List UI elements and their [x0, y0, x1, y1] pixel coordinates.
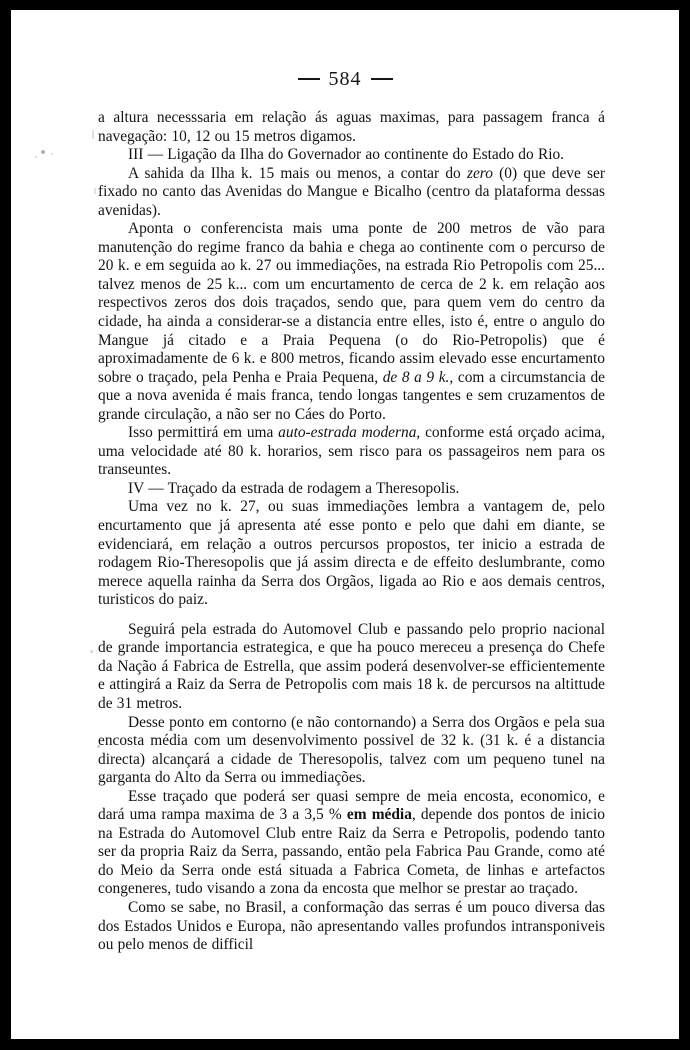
text-run: Desse ponto em contorno (e não contornando) a Serra dos Orgãos e pela sua encosta média com um desenvolvimento possivel de 32 k. (31 k. é a distancia directa) alcançará a cidade de Theresopolis, talvez com um pequeno tunel na garganta do Alto da Serra ou immediações. [98, 713, 605, 787]
folio-rule-right [371, 78, 393, 80]
paragraph [98, 146, 605, 165]
text-run: Esse traçado que poderá ser quasi sempre de meia encosta, economico, e dará uma rampa maxima de 3 a 3,5 % [98, 787, 605, 824]
folio-value: 584 [328, 68, 362, 90]
text-run: Isso permittirá em uma [128, 424, 279, 442]
paragraph [98, 480, 605, 499]
scan-speck [90, 650, 93, 653]
text-run: IV — Traçado da estrada de rodagem a Theresopolis. [128, 479, 460, 497]
text-run: a altura necesssaria em relação ás aguas maximas, para passagem franca á navegação: 10, 12 ou 15 metros digamos. [98, 109, 605, 145]
paragraph [98, 165, 605, 221]
text-run: Seguirá pela estrada do Automovel Club e passando pelo proprio nacional de grande importancia estrategica, e que ha pouco mereceu a presença do Chefe da Nação á Fabrica de Estrella, que assim poderá desenvolver-se efficientemente e attingirá a Raiz da Serra de Petropolis com mais 18 k. de percursos na altittude de 31 metros. [98, 620, 605, 712]
text-run: , com a circumstancia de que a nova avenida é mais franca, tendo longas tangentes e sem cruzamentos de grande circulação, a não ser no Cáes do Porto. [98, 368, 605, 423]
folio-rule-left [298, 78, 320, 80]
paragraph [98, 899, 605, 955]
paragraph [98, 220, 605, 424]
text-run: Aponta o conferencista mais uma ponte de 200 metros de vão para manutenção do regime franco da bahia e chega ao continente com o percurso de 20 k. e em seguida ao k. 27 ou immediações, na estrada Rio Petropolis com 25... talvez menos de 25 k... com um encurtamento de cerca de 2 k. em relação aos respectivos zeros dos dois traçados, sendo que, para quem vem do centro da cidade, ha ainda a considerar-se a distancia entre elles, isto é, entre o angulo do Mangue já citado e a Praia Pequena (o do Rio-Petropolis) que é aproximadamente de 6 k. e 800 metros, ficando assim elevado esse encurtamento sobre o traçado, pela Penha e Praia Pequena, [98, 220, 605, 386]
emphasis-bold: em média [346, 806, 412, 824]
emphasis-italic: de 8 a 9 k. [382, 368, 450, 386]
paragraph [98, 714, 605, 788]
paragraph [98, 109, 605, 146]
text-run: Uma vez no k. 27, ou suas immediações lembra a vantagem de, pelo encurtamento que já apresenta até esse ponto e pelo que dahi em diante, se evidenciará, em relação a outros percursos propostos, ter inicio a estrada de rodagem Rio-Theresopolis que já assim directa e de effeito deslumbrante, como merece aquella rainha da Serra dos Orgãos, ligada ao Rio e aos demais centros, turisticos do paiz. [98, 498, 605, 609]
page-number [11, 68, 679, 91]
paragraph [98, 621, 605, 714]
paragraph [98, 788, 605, 899]
paragraph [98, 424, 605, 480]
scan-speck [41, 150, 45, 154]
text-run: A sahida da Ilha k. 15 mais ou menos, a contar do [128, 164, 467, 182]
text-run: , conforme está orçado acima, uma velocidade até 80 k. horarios, sem risco para os passageiros nem para os transeuntes. [98, 424, 605, 479]
scan-speck [92, 130, 94, 139]
text-run: III — Ligação da Ilha do Governador ao continente do Estado do Rio. [128, 146, 565, 164]
scanned-page [11, 10, 679, 1039]
scan-speck [35, 156, 37, 158]
emphasis-italic: auto-estrada moderna [278, 424, 417, 442]
scan-speck [51, 153, 53, 155]
emphasis-italic: zero [466, 164, 493, 182]
paragraph [98, 498, 605, 609]
text-run: Como se sabe, no Brasil, a conformação das serras é um pouco diversa das dos Estados Unidos e Europa, não apresentando valles profundos intransponiveis ou pelo menos de difficil [98, 898, 605, 954]
text-run: , depende dos pontos de inicio na Estrada do Automovel Club entre Raiz da Serra e Petropolis, podendo tanto ser da propria Raiz da Serra, passando, então pela Fabrica Pau Grande, como até do Meio da Serra onde está situada a Fabrica Cometa, de linhas e artefactos congeneres, tudo visando a zona da encosta que melhor se prestar ao traçado. [98, 806, 605, 898]
scan-speck [94, 188, 96, 194]
page-body [98, 109, 605, 955]
text-run: (0) que deve ser fixado no canto das Avenidas do Mangue e Bicalho (centro da plataforma dessas avenidas). [98, 164, 605, 219]
